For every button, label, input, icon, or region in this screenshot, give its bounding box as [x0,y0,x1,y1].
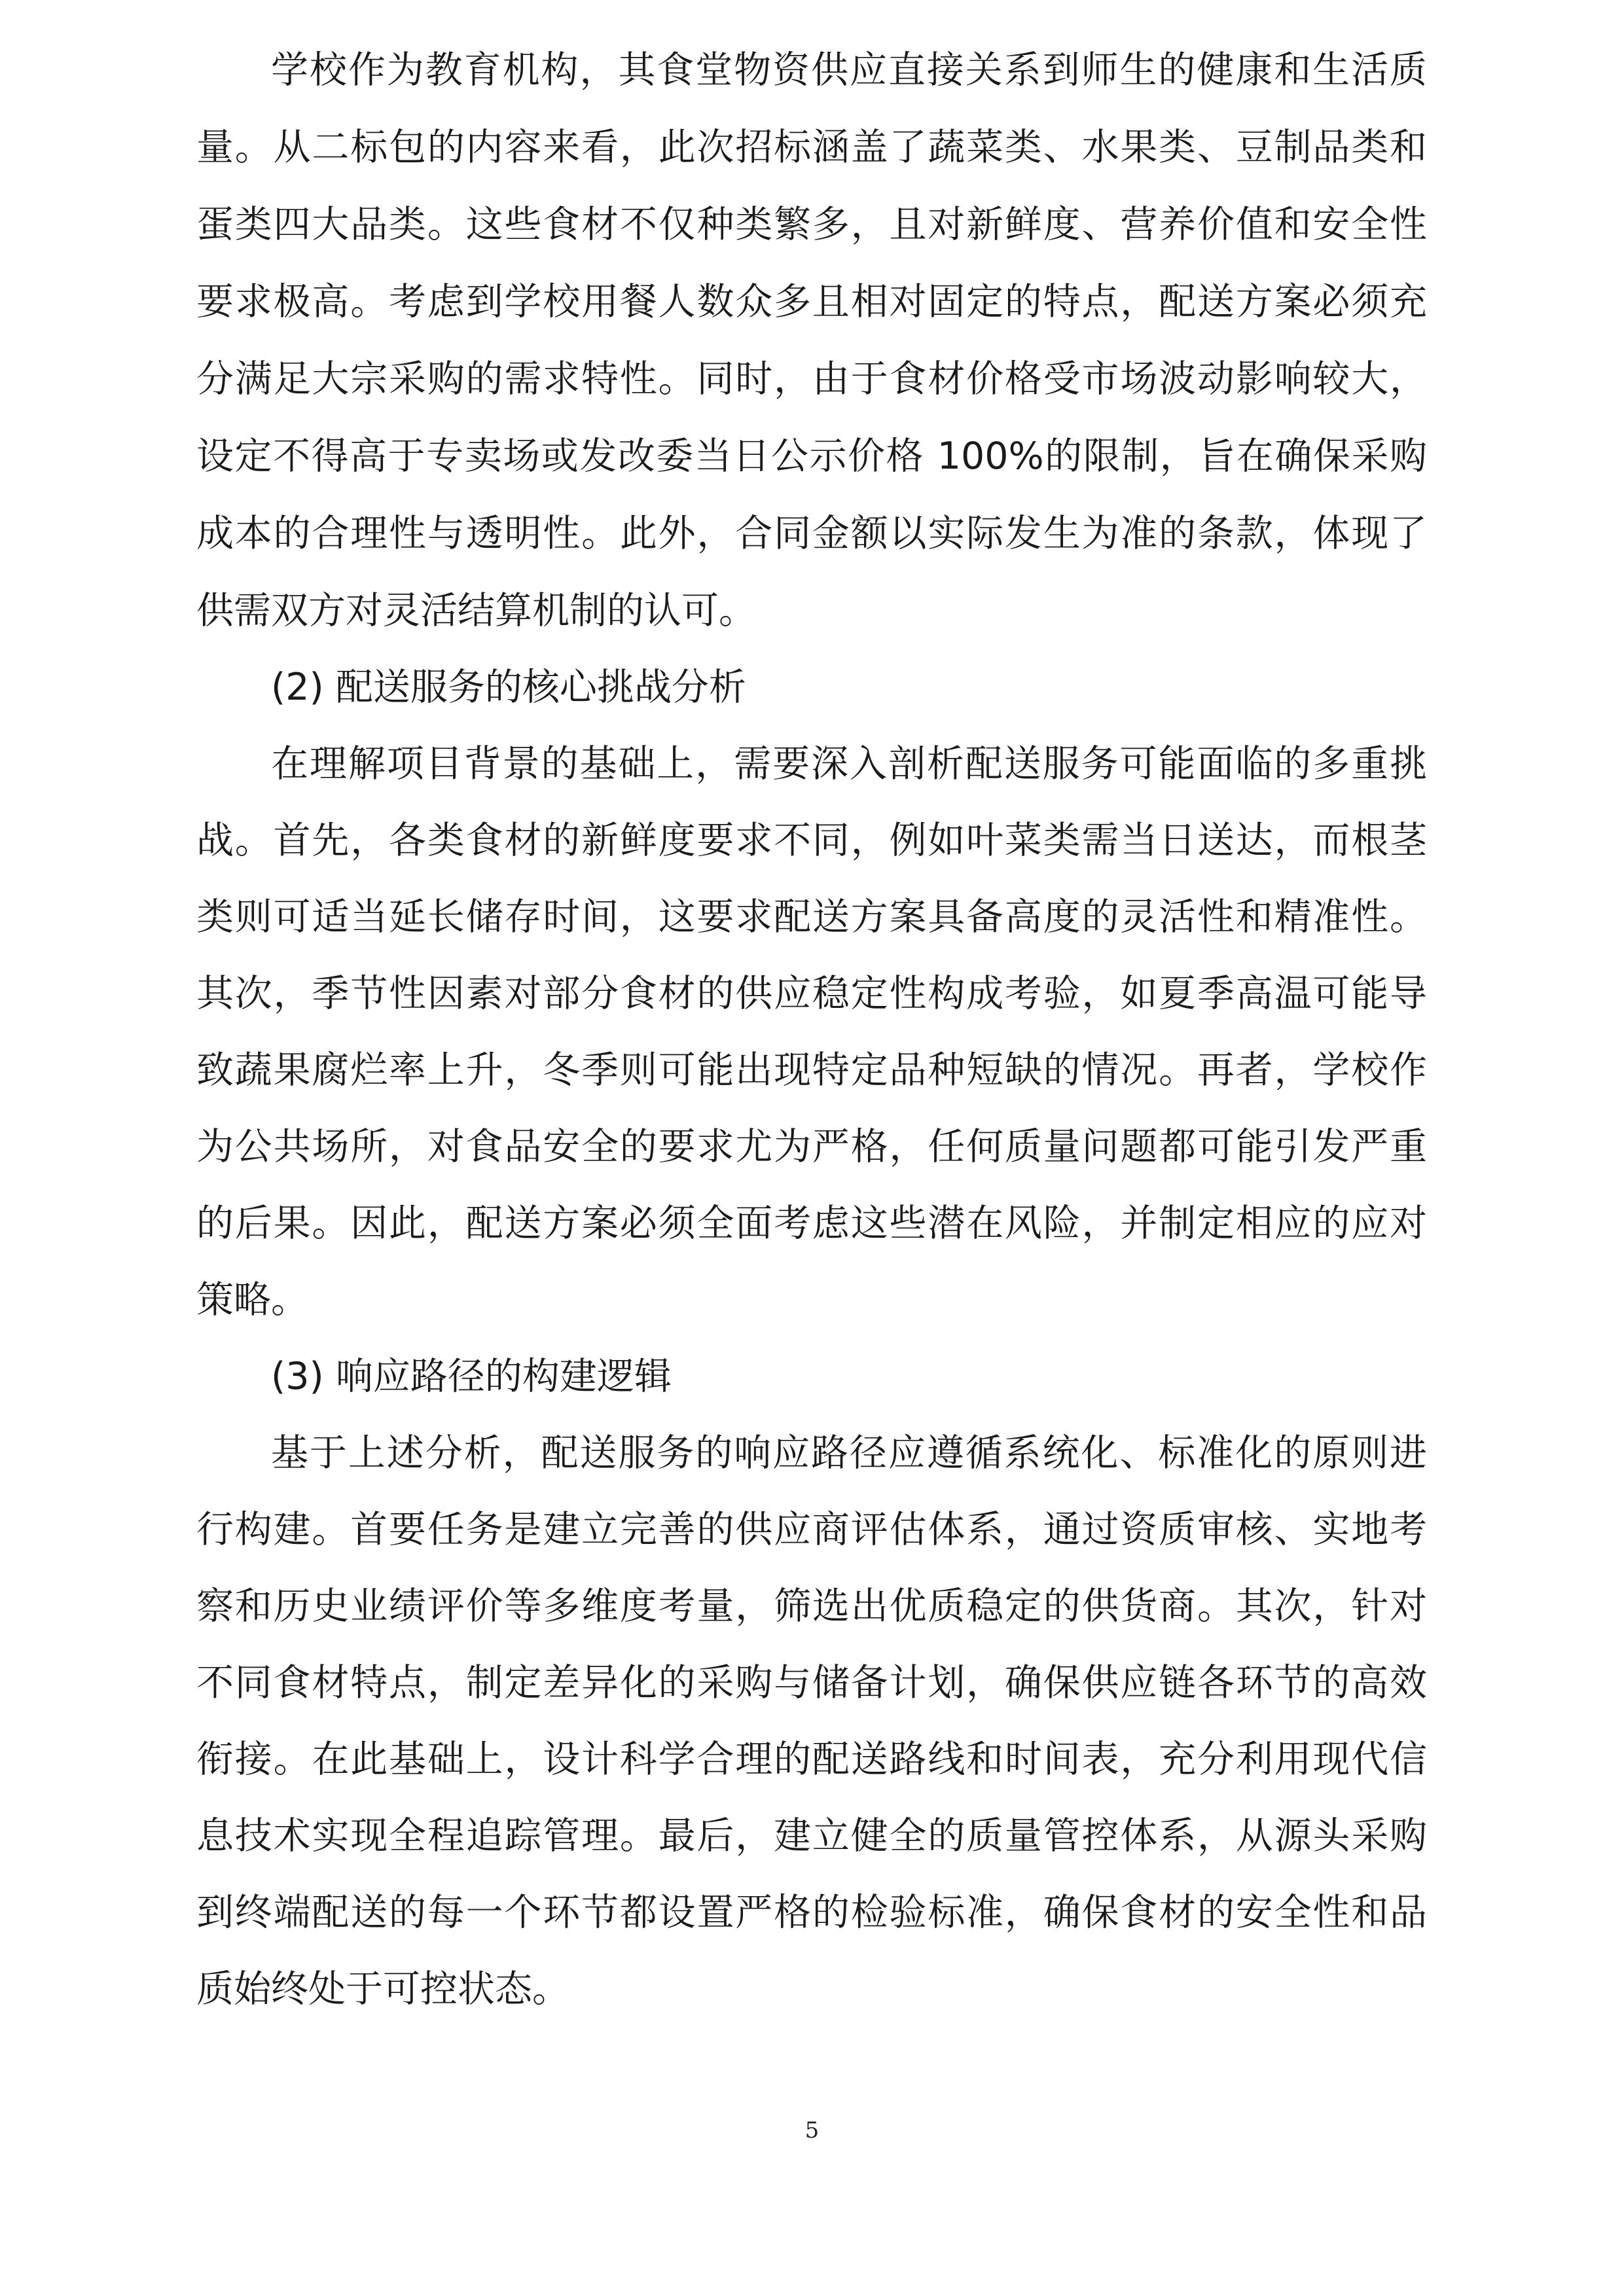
page-number: 5 [804,2117,820,2144]
intro-paragraph: 学校作为教育机构，其食堂物资供应直接关系到师生的健康和生活质量。从二标包的内容来看，此次招标涵盖了蔬菜类、水果类、豆制品类和蛋类四大品类。这些食材不仅种类繁多，且对新鲜度、营养价值和安全性要求极高。考虑到学校用餐人数众多且相对固定的特点，配送方案必须充分满足大宗采购的需求特性。同时，由于食材价格受市场波动影响较大，设定不得高于专卖场或发改委当日公示价格 100%的限制，旨在确保采购成本的合理性与透明性。此外，合同金额以实际发生为准的条款，体现了供需双方对灵活结算机制的认可。 [196,48,1427,632]
document-page [196,31,1427,2028]
section-2-paragraph: 在理解项目背景的基础上，需要深入剖析配送服务可能面临的多重挑战。首先，各类食材的新鲜度要求不同，例如叶菜类需当日送达，而根茎类则可适当延长储存时间，这要求配送方案具备高度的灵活性和精准性。其次，季节性因素对部分食材的供应稳定性构成考验，如夏季高温可能导致蔬果腐烂率上升，冬季则可能出现特定品种短缺的情况。再者，学校作为公共场所，对食品安全的要求尤为严格，任何质量问题都可能引发严重的后果。因此，配送方案必须全面考虑这些潜在风险，并制定相应的应对策略。 [196,742,1427,1321]
section-3-paragraph: 基于上述分析，配送服务的响应路径应遵循系统化、标准化的原则进行构建。首要任务是建立完善的供应商评估体系，通过资质审核、实地考察和历史业绩评价等多维度考量，筛选出优质稳定的供货商。其次，针对不同食材特点，制定差异化的采购与储备计划，确保供应链各环节的高效衔接。在此基础上，设计科学合理的配送路线和时间表，充分利用现代信息技术实现全程追踪管理。最后，建立健全的质量管控体系，从源头采购到终端配送的每一个环节都设置严格的检验标准，确保食材的安全性和品质始终处于可控状态。 [196,1431,1427,2011]
section-heading-2: (2) 配送服务的核心挑战分析 [271,666,746,709]
section-heading-3: (3) 响应路径的构建逻辑 [271,1355,672,1398]
